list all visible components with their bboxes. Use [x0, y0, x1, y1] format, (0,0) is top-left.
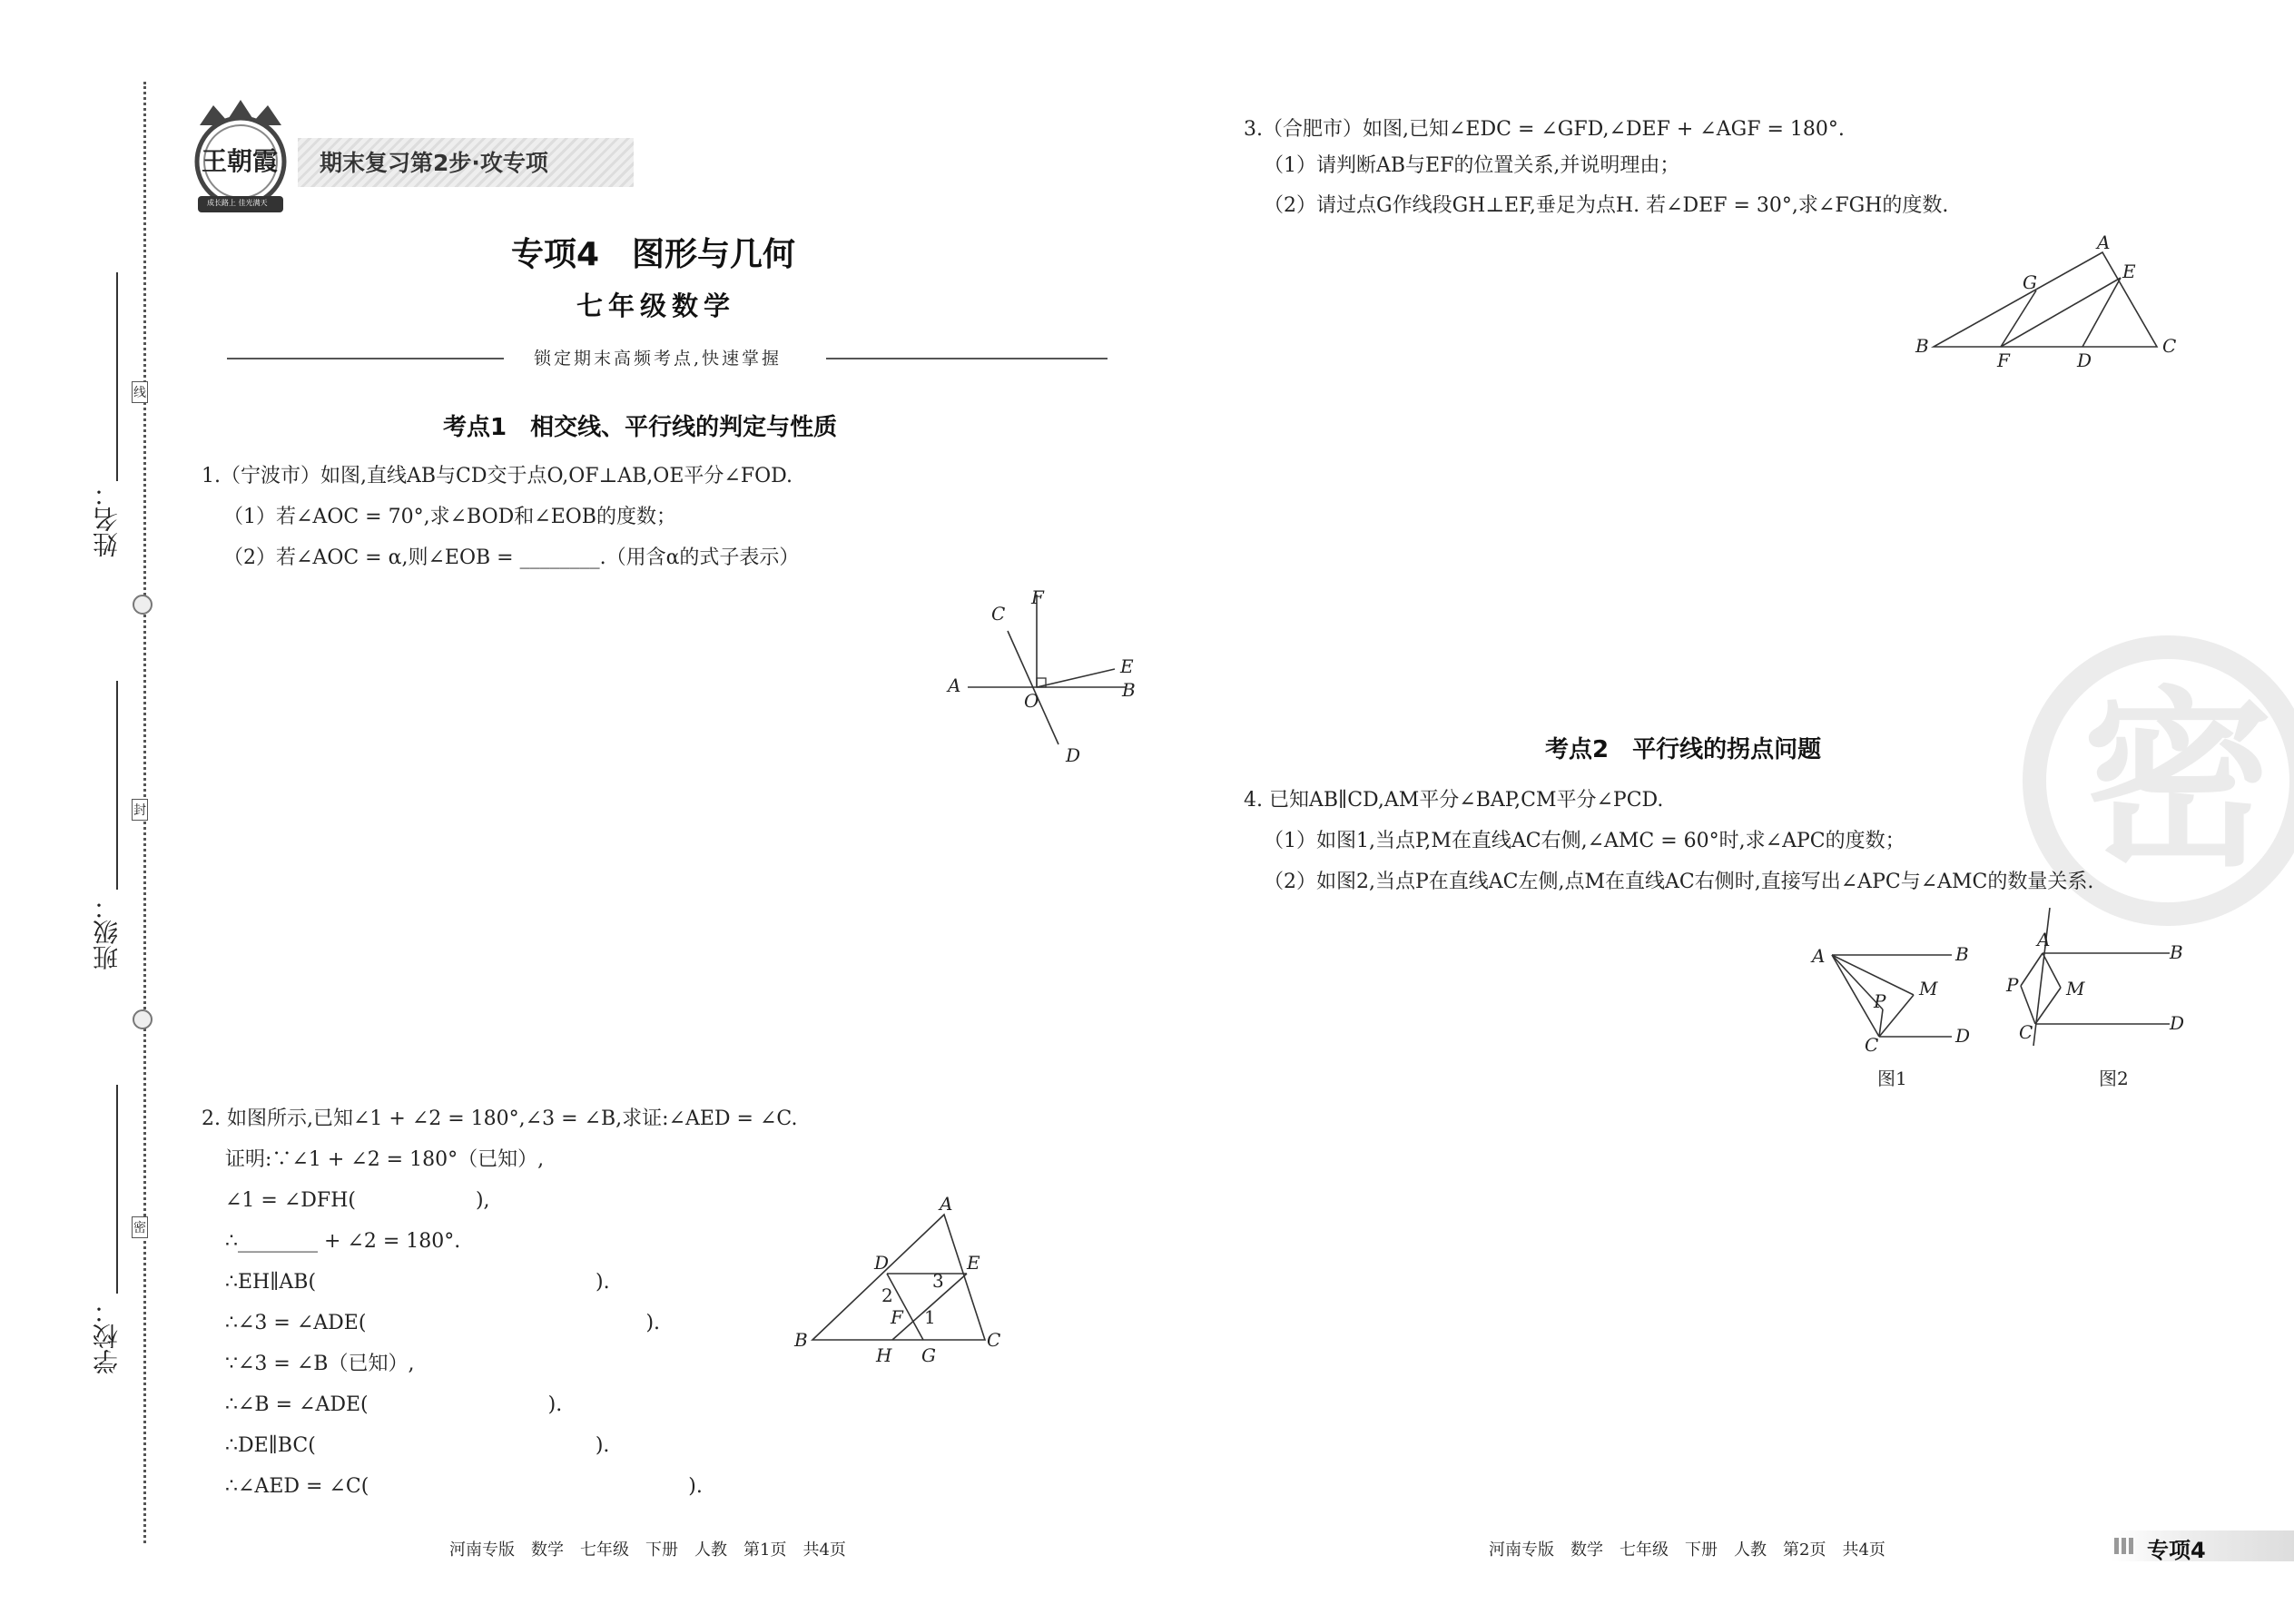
point-label: E	[1120, 655, 1134, 677]
tab-marker-icon	[2114, 1538, 2134, 1554]
binding-ring-icon	[133, 595, 153, 615]
figure-caption: 图1	[1877, 1068, 1907, 1089]
figure-caption: 图2	[2099, 1068, 2129, 1089]
tagline: 锁定期末高频考点,快速掌握	[534, 349, 783, 369]
point-label: B	[1122, 679, 1136, 701]
seal-char-feng: 封	[132, 799, 148, 821]
point-label: B	[2170, 941, 2183, 963]
page-title: 专项4 图形与几何	[511, 236, 796, 273]
point-label: G	[921, 1344, 936, 1366]
logo-subtext: 成长路上 佳光满天	[207, 199, 268, 207]
point-label: B	[794, 1329, 808, 1351]
point-label: C	[987, 1329, 1001, 1351]
proof-line: ∴________ + ∠2 = 180°.	[225, 1230, 461, 1253]
school-label: 学校：	[92, 1298, 122, 1374]
point-label: P	[2006, 974, 2019, 996]
point-label: H	[876, 1344, 892, 1366]
tab-label: 专项4	[2147, 1538, 2206, 1563]
question-part: （2）如图2,当点P在直线AC左侧,点M在直线AC右侧时,直接写出∠APC与∠AMC的数量关系.	[1264, 871, 2094, 893]
point-label: M	[2066, 978, 2085, 999]
question-part: （1）如图1,当点P,M在直线AC右侧,∠AMC = 60°时,求∠APC的度数；	[1264, 830, 1905, 852]
tagline-rule-left	[227, 358, 504, 359]
point-label: P	[1874, 990, 1886, 1012]
point-label: F	[891, 1306, 903, 1328]
proof-line: ∴∠AED = ∠C( ).	[225, 1475, 703, 1498]
point-label: B	[1915, 335, 1929, 357]
point-label: A	[2037, 929, 2051, 950]
banner-text: 期末复习第2步·攻专项	[320, 150, 548, 176]
angle-label: 1	[924, 1306, 936, 1328]
proof-line: ∵∠3 = ∠B（已知）,	[225, 1353, 415, 1375]
figure-q1	[935, 586, 1153, 776]
question-stem: 2. 如图所示,已知∠1 + ∠2 = 180°,∠3 = ∠B,求证:∠AED = ∠C.	[202, 1107, 798, 1130]
section-title: 考点1 相交线、平行线的判定与性质	[443, 414, 838, 441]
point-label: A	[2097, 234, 2111, 253]
logo-text: 王朝霞	[202, 146, 279, 176]
question-part: （1）若∠AOC = 70°,求∠BOD和∠EOB的度数；	[223, 506, 676, 528]
point-label: A	[940, 1196, 953, 1215]
point-label: O	[1024, 690, 1039, 712]
angle-label: 3	[932, 1270, 944, 1292]
question-stem: 3.（合肥市）如图,已知∠EDC = ∠GFD,∠DEF + ∠AGF = 180°.	[1244, 118, 1845, 141]
point-label: D	[2077, 349, 2092, 371]
proof-line: 证明:∵∠1 + ∠2 = 180°（已知）,	[225, 1148, 545, 1171]
class-underline	[116, 681, 118, 890]
point-label: F	[1997, 349, 2010, 371]
seal-char-xian: 线	[132, 381, 148, 403]
watermark-char: 密	[2082, 670, 2274, 892]
question-part: （2）若∠AOC = α,则∠EOB = ________.（用含α的式子表示）	[223, 546, 800, 569]
point-label: D	[1955, 1025, 1971, 1047]
point-label: F	[1031, 586, 1044, 608]
point-label: D	[2170, 1012, 2185, 1034]
point-label: D	[1066, 744, 1081, 766]
proof-line: ∴∠B = ∠ADE( ).	[225, 1393, 563, 1416]
figure-q2	[785, 1196, 1003, 1369]
point-label: C	[2019, 1021, 2033, 1043]
point-label: E	[967, 1252, 980, 1274]
page-subtitle: 七年级数学	[576, 290, 736, 321]
page-footer-right: 河南专版 数学 七年级 下册 人教 第2页 共4页	[1489, 1540, 1885, 1560]
proof-line: ∴EH∥AB( ).	[225, 1271, 610, 1294]
figure-q4-2	[1988, 908, 2197, 1098]
section-tab	[2111, 1530, 2294, 1561]
question-stem: 1.（宁波市）如图,直线AB与CD交于点O,OF⊥AB,OE平分∠FOD.	[202, 465, 793, 487]
proof-line: ∴∠3 = ∠ADE( ).	[225, 1312, 661, 1334]
name-underline	[116, 272, 118, 481]
figure-q3	[1914, 234, 2186, 372]
binding-ring-icon	[133, 1009, 153, 1029]
section-title: 考点2 平行线的拐点问题	[1545, 736, 1822, 763]
question-stem: 4. 已知AB∥CD,AM平分∠BAP,CM平分∠PCD.	[1244, 789, 1664, 812]
tagline-rule-right	[826, 358, 1108, 359]
name-label: 姓名：	[92, 481, 122, 557]
point-label: C	[2162, 335, 2177, 357]
figure-q4-1	[1807, 935, 1979, 1098]
point-label: G	[2023, 271, 2037, 293]
proof-line: ∠1 = ∠DFH( ),	[225, 1189, 490, 1212]
point-label: A	[1812, 945, 1826, 967]
question-part: （2）请过点G作线段GH⊥EF,垂足为点H. 若∠DEF = 30°,求∠FGH的度数.	[1264, 194, 1949, 217]
school-underline	[116, 1085, 118, 1294]
point-label: A	[948, 674, 961, 696]
question-part: （1）请判断AB与EF的位置关系,并说明理由；	[1264, 154, 1680, 177]
point-label: D	[874, 1252, 890, 1274]
point-label: B	[1955, 943, 1969, 965]
page-footer-left: 河南专版 数学 七年级 下册 人教 第1页 共4页	[449, 1540, 846, 1560]
point-label: C	[991, 603, 1006, 625]
point-label: C	[1865, 1034, 1879, 1056]
proof-line: ∴DE∥BC( ).	[225, 1434, 610, 1457]
point-label: E	[2122, 261, 2136, 282]
class-label: 班级：	[92, 894, 122, 970]
brand-logo	[182, 98, 300, 216]
angle-label: 2	[881, 1284, 893, 1306]
point-label: M	[1919, 978, 1938, 999]
seal-char-mi: 密	[132, 1216, 148, 1238]
